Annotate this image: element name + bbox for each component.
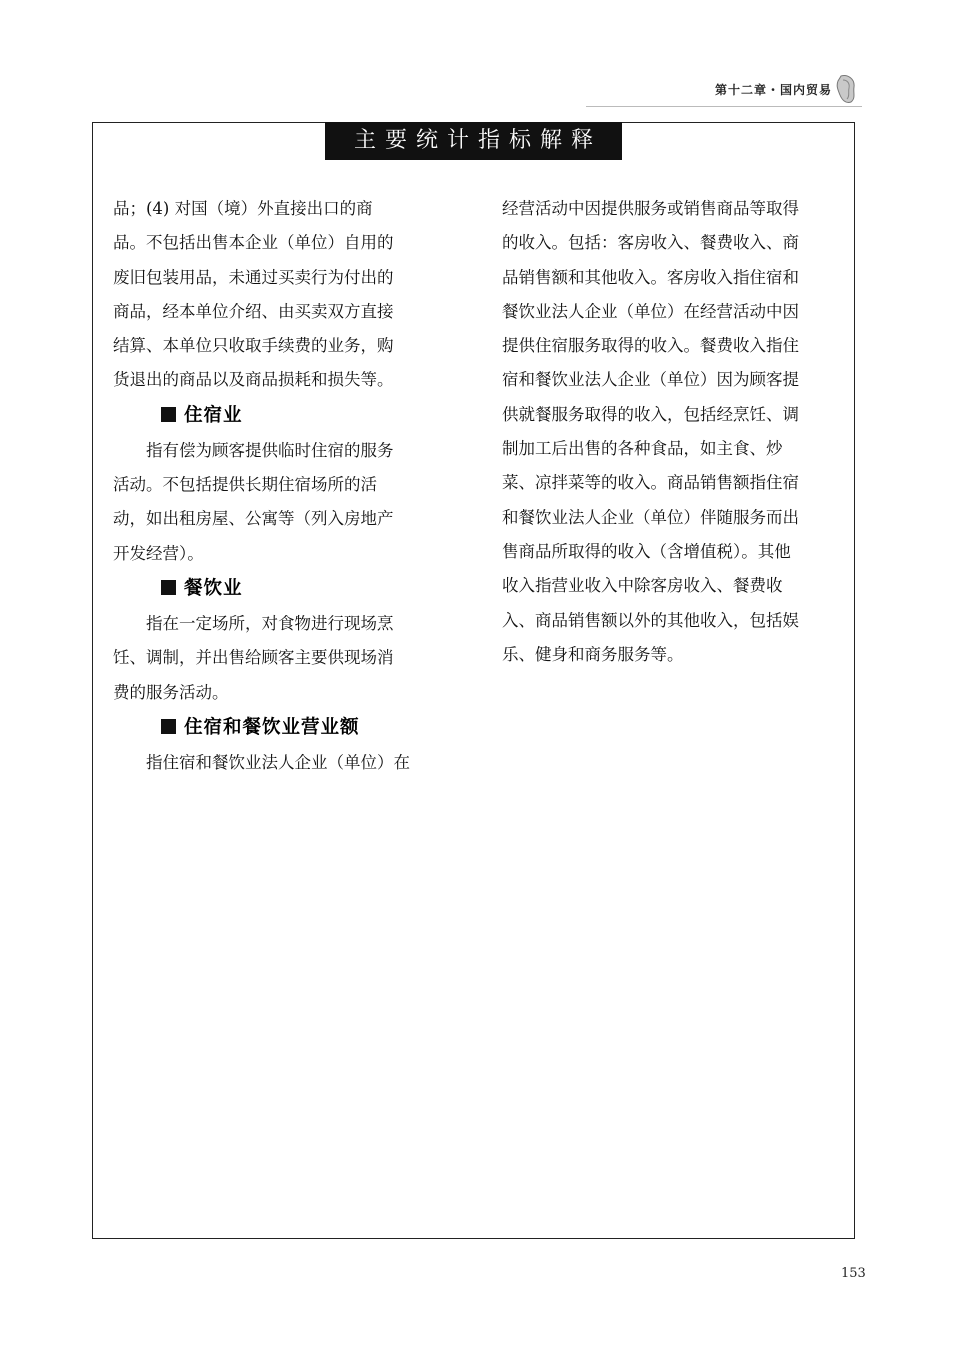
continuation-line: 品；(4) 对国（境）外直接出口的商 — [113, 199, 373, 218]
body-line: 收入指营业收入中除客房收入、餐费收 — [502, 576, 783, 596]
body-line: 入、商品销售额以外的其他收入，包括娱 — [502, 610, 799, 630]
section-banner: 主要统计指标解释 — [325, 122, 622, 160]
section-heading-catering — [113, 571, 445, 607]
heading-text: 住宿业 — [184, 404, 243, 426]
running-head: 第十二章・国内贸易 — [714, 83, 832, 97]
body-line: 售商品所取得的收入（含增值税）。其他 — [502, 541, 791, 561]
section-heading-accommodation — [113, 398, 445, 434]
body-line: 品销售额和其他收入。客房收入指住宿和 — [502, 267, 799, 287]
section-heading-revenue — [113, 710, 445, 746]
continuation-line: 商品，经本单位介绍、由买卖双方直接 — [113, 301, 394, 321]
body-line: 餐饮业法人企业（单位）在经营活动中因 — [502, 301, 799, 321]
continuation-line: 结算、本单位只收取手续费的业务，购 — [113, 336, 394, 356]
page-number: 153 — [841, 1266, 866, 1281]
continuation-line: 品。不包括出售本企业（单位）自用的 — [113, 233, 394, 253]
body-line: 的收入。包括：客房收入、餐费收入、商 — [502, 233, 799, 253]
body-line: 开发经营）。 — [113, 543, 204, 563]
body-line: 饪、调制，并出售给顾客主要供现场消 — [113, 648, 394, 668]
header-rule — [586, 106, 862, 107]
continuation-line: 废旧包装用品，未通过买卖行为付出的 — [113, 267, 394, 287]
right-column — [502, 192, 834, 672]
body-line: 活动。不包括提供长期住宿场所的活 — [113, 475, 377, 495]
body-line: 菜、凉拌菜等的收入。商品销售额指住宿 — [502, 473, 799, 493]
body-line: 制加工后出售的各种食品，如主食、炒 — [502, 439, 783, 459]
body-line: 宿和餐饮业法人企业（单位）因为顾客提 — [502, 370, 799, 390]
continuation-line: 货退出的商品以及商品损耗和损失等。 — [113, 370, 394, 390]
body-line: 费的服务活动。 — [113, 682, 229, 702]
left-column — [113, 192, 445, 780]
body-line: 经营活动中因提供服务或销售商品等取得 — [502, 199, 799, 218]
body-line: 动，如出租房屋、公寓等（列入房地产 — [113, 509, 394, 529]
chapter-ornament-icon — [835, 74, 857, 104]
heading-text: 餐饮业 — [184, 577, 243, 599]
body-line: 指在一定场所，对食物进行现场烹 — [146, 613, 394, 633]
body-line: 指有偿为顾客提供临时住宿的服务 — [146, 440, 394, 460]
square-bullet-icon — [161, 580, 176, 595]
square-bullet-icon — [161, 407, 176, 422]
heading-text: 住宿和餐饮业营业额 — [184, 716, 360, 738]
body-line: 指住宿和餐饮业法人企业（单位）在 — [146, 752, 410, 772]
body-line: 乐、健身和商务服务等。 — [502, 644, 684, 664]
body-line: 和餐饮业法人企业（单位）伴随服务而出 — [502, 507, 799, 527]
body-line: 供就餐服务取得的收入，包括经烹饪、调 — [502, 404, 799, 424]
body-line: 提供住宿服务取得的收入。餐费收入指住 — [502, 336, 799, 356]
square-bullet-icon — [161, 719, 176, 734]
